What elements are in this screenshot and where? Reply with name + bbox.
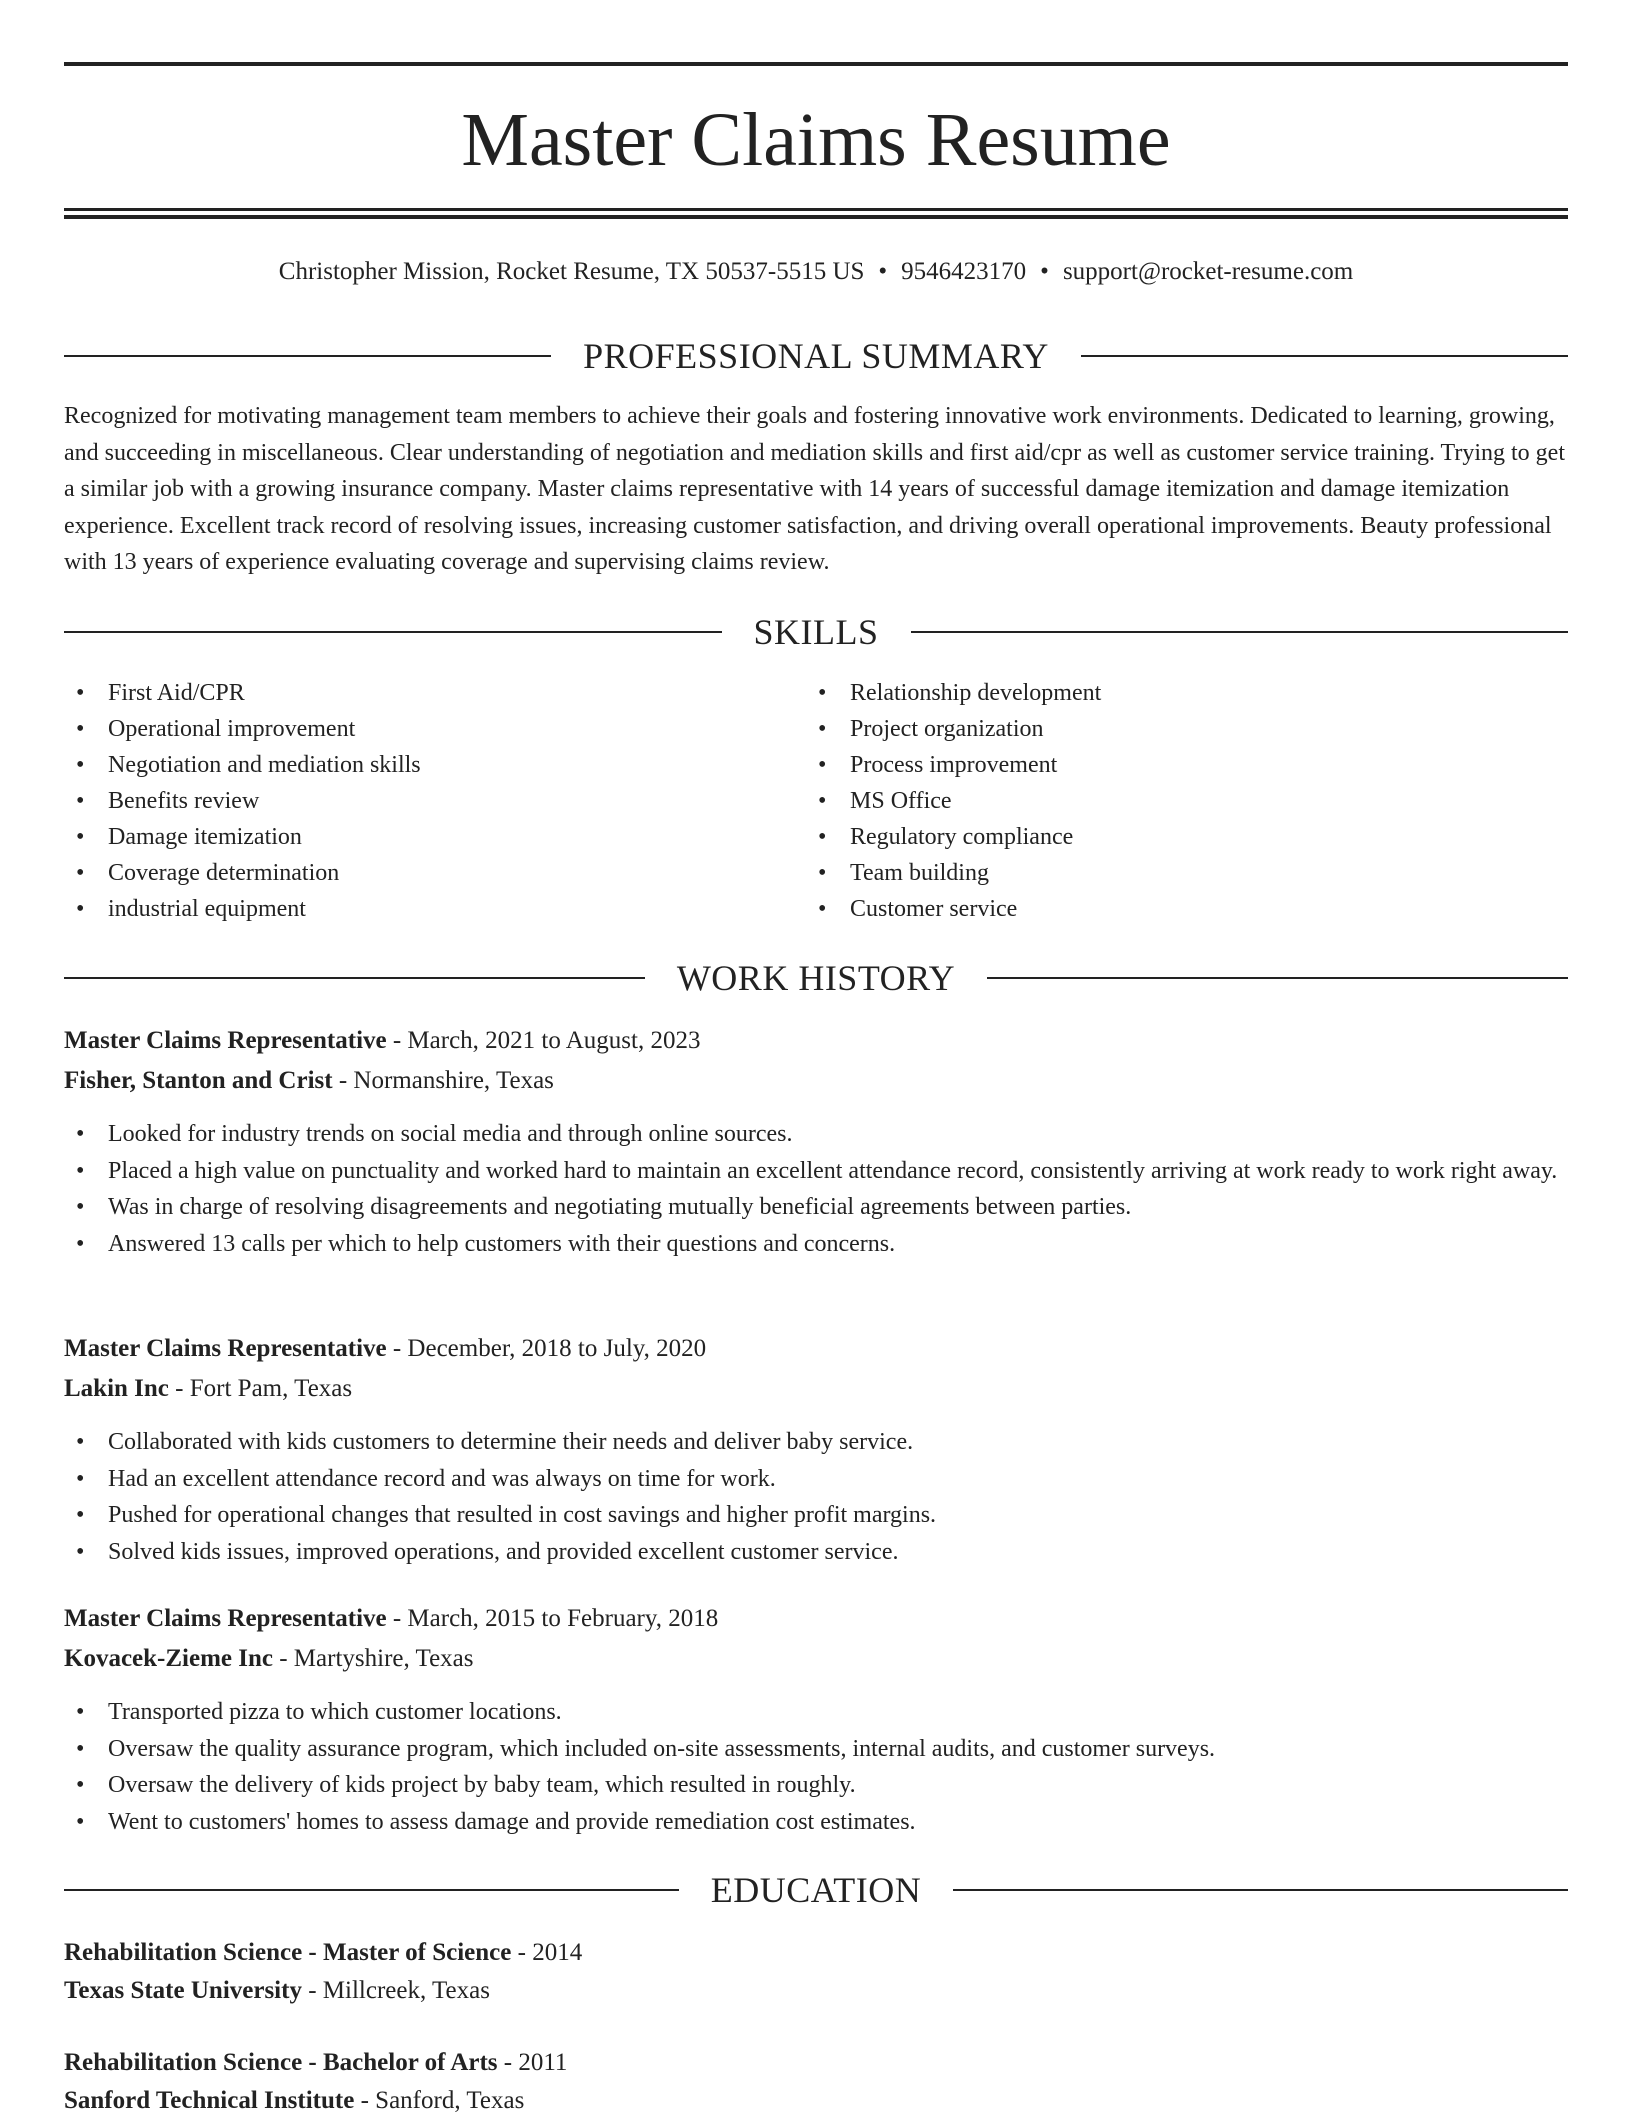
contact-line xyxy=(64,252,1568,292)
heading-rule xyxy=(64,355,551,357)
education-school: Texas State University xyxy=(64,1977,302,2004)
job-company: Fisher, Stanton and Crist xyxy=(64,1067,333,1094)
skill-item: • Customer service xyxy=(806,891,1546,927)
skill-item: • First Aid/CPR xyxy=(64,675,804,711)
job-title-line xyxy=(64,1330,1568,1368)
skill-item: • Project organization xyxy=(806,711,1546,747)
heading-rule xyxy=(911,631,1569,633)
contact-separator: • xyxy=(878,258,888,285)
job-bullet: • Had an excellent attendance record and was always on time for work. xyxy=(64,1461,1568,1498)
heading-rule xyxy=(64,1889,679,1891)
skill-item: • industrial equipment xyxy=(64,891,804,927)
summary-heading-text: PROFESSIONAL SUMMARY xyxy=(583,336,1049,376)
education-school-line xyxy=(64,2082,1568,2120)
education-school-line xyxy=(64,1972,1568,2010)
skill-item: • Team building xyxy=(806,855,1546,891)
education-school: Sanford Technical Institute xyxy=(64,2087,355,2114)
job-company: Lakin Inc xyxy=(64,1375,169,1402)
job-dates: - December, 2018 to July, 2020 xyxy=(386,1335,707,1362)
job-bullet: • Looked for industry trends on social media and through online sources. xyxy=(64,1116,1568,1153)
job-title: Master Claims Representative xyxy=(64,1335,387,1362)
heading-rule xyxy=(64,631,722,633)
job-bullet: • Pushed for operational changes that resulted in cost savings and higher profit margins. xyxy=(64,1497,1568,1534)
job-location: - Martyshire, Texas xyxy=(272,1645,474,1672)
skill-item: • Damage itemization xyxy=(64,819,804,855)
resume-title: Master Claims Resume xyxy=(461,98,1171,182)
skill-item: • Relationship development xyxy=(806,675,1546,711)
education-location: - Sanford, Texas xyxy=(354,2087,525,2114)
work-heading-text: WORK HISTORY xyxy=(676,958,956,998)
education-location: - Millcreek, Texas xyxy=(301,1977,490,2004)
job-bullets xyxy=(64,1116,1568,1262)
education-year: - 2011 xyxy=(497,2049,568,2076)
job-bullet: • Went to customers' homes to assess damage and provide remediation cost estimates. xyxy=(64,1804,1568,1841)
job-bullets xyxy=(64,1424,1568,1570)
job-bullet: • Transported pizza to which customer locations. xyxy=(64,1694,1568,1731)
job-title: Master Claims Representative xyxy=(64,1605,387,1632)
heading-rule xyxy=(987,977,1568,979)
education-heading xyxy=(64,1865,1568,1915)
job-company-line xyxy=(64,1370,1568,1408)
skill-item: • MS Office xyxy=(806,783,1546,819)
job-bullets xyxy=(64,1694,1568,1840)
job-bullet: • Was in charge of resolving disagreements and negotiating mutually beneficial agreements between parties. xyxy=(64,1189,1568,1226)
contact-separator: • xyxy=(1040,258,1049,285)
skill-item: • Process improvement xyxy=(806,747,1546,783)
education-degree: Rehabilitation Science - Master of Science xyxy=(64,1939,512,1966)
work-heading xyxy=(64,953,1568,1003)
job-title-line xyxy=(64,1022,1568,1060)
job-location: - Fort Pam, Texas xyxy=(168,1375,353,1402)
skills-heading-text: SKILLS xyxy=(753,612,879,652)
title-double-rule xyxy=(64,208,1568,219)
top-rule xyxy=(64,62,1568,66)
contact-address: Christopher Mission, Rocket Resume, TX 50537-5515 US xyxy=(278,258,865,285)
job-bullet: • Solved kids issues, improved operations, and provided excellent customer service. xyxy=(64,1534,1568,1571)
job-company-line xyxy=(64,1640,1568,1678)
skill-item: • Operational improvement xyxy=(64,711,804,747)
heading-rule xyxy=(64,977,645,979)
skill-item: • Negotiation and mediation skills xyxy=(64,747,804,783)
job-bullet: • Answered 13 calls per which to help customers with their questions and concerns. xyxy=(64,1226,1568,1263)
job-title-line xyxy=(64,1600,1568,1638)
job-bullet: • Oversaw the quality assurance program, which included on-site assessments, internal audits, and customer surveys. xyxy=(64,1731,1568,1768)
skills-list-right xyxy=(806,675,1546,927)
job-company-line xyxy=(64,1062,1568,1100)
heading-rule xyxy=(953,1889,1568,1891)
job-bullet: • Oversaw the delivery of kids project by baby team, which resulted in roughly. xyxy=(64,1767,1568,1804)
contact-phone: 9546423170 xyxy=(901,258,1027,285)
heading-rule xyxy=(1081,355,1568,357)
job-title: Master Claims Representative xyxy=(64,1027,387,1054)
job-dates: - March, 2015 to February, 2018 xyxy=(386,1605,719,1632)
education-degree: Rehabilitation Science - Bachelor of Arts xyxy=(64,2049,498,2076)
skill-item: • Regulatory compliance xyxy=(806,819,1546,855)
skill-item: • Benefits review xyxy=(64,783,804,819)
job-bullet: • Placed a high value on punctuality and worked hard to maintain an excellent attendance record, consistently arriving at work ready to work right away. xyxy=(64,1153,1568,1190)
job-bullet: • Collaborated with kids customers to determine their needs and deliver baby service. xyxy=(64,1424,1568,1461)
skill-item: • Coverage determination xyxy=(64,855,804,891)
summary-text: Recognized for motivating management team members to achieve their goals and fostering innovative work environments. Dedicated to learning, growing, and succeeding in miscellaneous. Clear understanding of negotiation and mediation skills and first aid/cpr as well as customer service training. Trying to get a similar job with a growing insurance company. Master claims representative with 14 years of successful damage itemization and damage itemization experience. Excellent track record of resolving issues, increasing customer satisfaction, and driving overall operational improvements. Beauty professional with 13 years of experience evaluating coverage and supervising claims review. xyxy=(64,403,1565,575)
contact-email: support@rocket-resume.com xyxy=(1062,258,1354,285)
skills-heading xyxy=(64,607,1568,657)
education-degree-line xyxy=(64,1934,1568,1972)
skills-list-left xyxy=(64,675,804,927)
job-location: - Normanshire, Texas xyxy=(332,1067,554,1094)
job-dates: - March, 2021 to August, 2023 xyxy=(386,1027,701,1054)
education-year: - 2014 xyxy=(511,1939,583,1966)
education-degree-line xyxy=(64,2044,1568,2082)
summary-heading xyxy=(64,331,1568,381)
job-company: Kovacek-Zieme Inc xyxy=(64,1645,273,1672)
education-heading-text: EDUCATION xyxy=(710,1870,922,1910)
